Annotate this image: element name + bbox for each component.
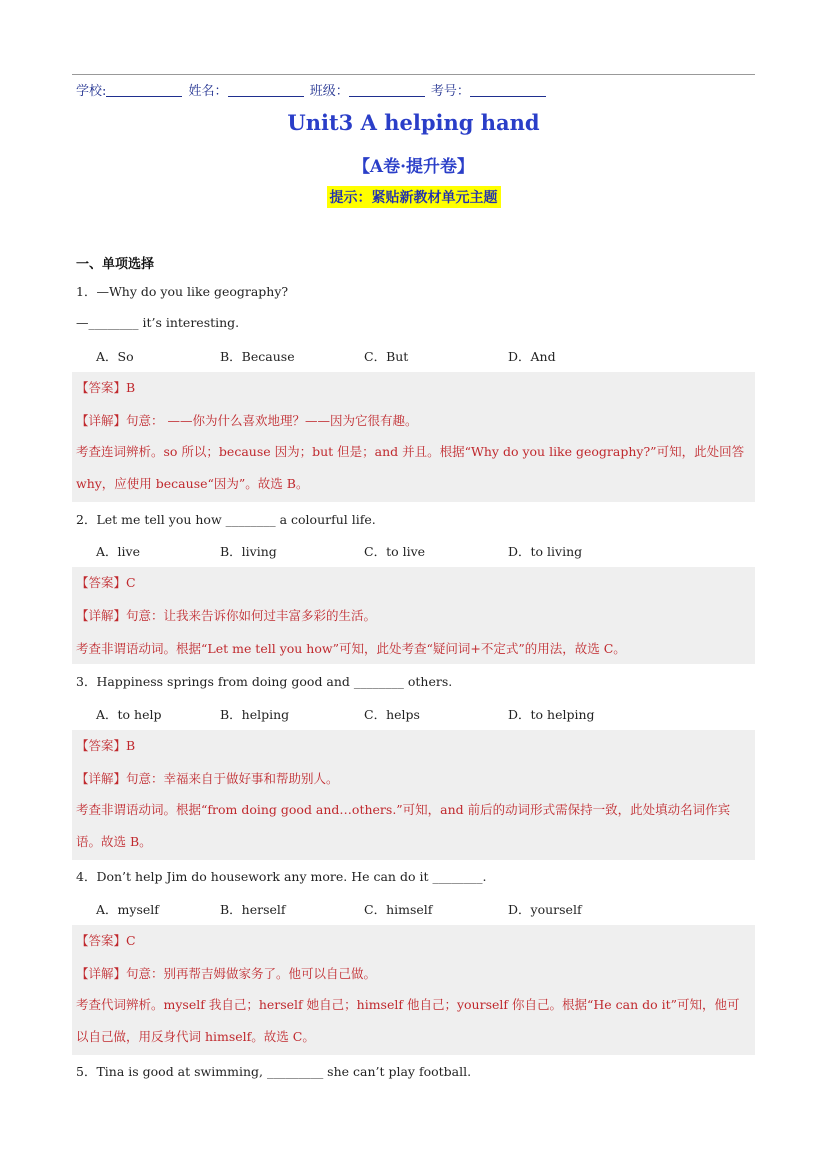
option-c[interactable]: C．himself	[364, 902, 433, 917]
detail-line: 【详解】句意：让我来告诉你如何过丰富多彩的生活。	[76, 608, 377, 623]
number-label: 考号：	[430, 84, 470, 99]
option-c[interactable]: C．to live	[364, 544, 426, 559]
name-label: 姓名：	[188, 84, 228, 99]
answer-label: 【答案】C	[76, 933, 136, 948]
header-rule	[72, 74, 755, 75]
option-b[interactable]: B．living	[220, 544, 277, 559]
school-label: 学校:	[76, 84, 107, 99]
option-b[interactable]: B．Because	[220, 349, 295, 364]
option-b[interactable]: B．herself	[220, 902, 286, 917]
detail-line: 【详解】句意：别再帮吉姆做家务了。他可以自己做。	[76, 966, 377, 981]
class-blank[interactable]	[349, 84, 425, 97]
option-a[interactable]: A．live	[96, 544, 140, 559]
question-3-stem: 3．Happiness springs from doing good and ________ others.	[76, 674, 453, 689]
page-title: Unit3 A helping hand	[287, 110, 540, 135]
explanation: 考查代词辨析。myself 我自己；herself 她自己；himself 他自己；yourself 你自己。根据“He can do it”可知，他可以自己做，用反身代词 himself。故选 C。	[76, 997, 740, 1044]
class-label: 班级：	[309, 84, 349, 99]
option-c[interactable]: C．But	[364, 349, 409, 364]
answer-block-3	[72, 730, 755, 860]
school-blank[interactable]	[106, 84, 182, 97]
answer-label: 【答案】B	[76, 738, 136, 753]
option-a[interactable]: A．to help	[96, 707, 162, 722]
option-a[interactable]: A．myself	[96, 902, 159, 917]
question-2-stem: 2．Let me tell you how ________ a colourful life.	[76, 512, 376, 527]
section-heading: 一、单项选择	[76, 257, 155, 272]
answer-block-4	[72, 925, 755, 1055]
tip-highlight: 提示：紧贴新教材单元主题	[327, 186, 501, 208]
detail-line: 【详解】句意：幸福来自于做好事和帮助别人。	[76, 771, 339, 786]
page-subtitle: 【A卷·提升卷】	[352, 157, 475, 177]
explanation: 考查非谓语动词。根据“Let me tell you how”可知，此处考查“疑问词+不定式”的用法，故选 C。	[76, 641, 626, 656]
tip-container	[0, 186, 827, 208]
option-d[interactable]: D．to helping	[508, 707, 595, 722]
explanation: 考查连词辨析。so 所以；because 因为；but 但是；and 并且。根据“Why do you like geography?”可知，此处回答 why，应使用 because“因为”。故选 B。	[76, 444, 745, 491]
question-1-stem: 1．—Why do you like geography?	[76, 284, 289, 299]
question-5-stem: 5．Tina is good at swimming, _________ she can’t play football.	[76, 1064, 472, 1079]
option-c[interactable]: C．helps	[364, 707, 420, 722]
option-d[interactable]: D．And	[508, 349, 556, 364]
question-4-stem: 4．Don’t help Jim do housework any more. He can do it ________.	[76, 869, 487, 884]
option-d[interactable]: D．yourself	[508, 902, 582, 917]
student-info-line	[76, 80, 548, 99]
answer-block-1	[72, 372, 755, 502]
option-d[interactable]: D．to living	[508, 544, 583, 559]
explanation: 考查非谓语动词。根据“from doing good and…others.”可知，and 前后的动词形式需保持一致，此处填动名词作宾语。故选 B。	[76, 802, 731, 849]
question-1-stem-2: —________ it’s interesting.	[76, 315, 240, 330]
option-a[interactable]: A．So	[96, 349, 134, 364]
detail-line: 【详解】句意： ——你为什么喜欢地理？——因为它很有趣。	[76, 413, 418, 428]
name-blank[interactable]	[228, 84, 304, 97]
answer-block-2	[72, 567, 755, 664]
number-blank[interactable]	[470, 84, 546, 97]
option-b[interactable]: B．helping	[220, 707, 290, 722]
answer-label: 【答案】B	[76, 380, 136, 395]
answer-label: 【答案】C	[76, 575, 136, 590]
